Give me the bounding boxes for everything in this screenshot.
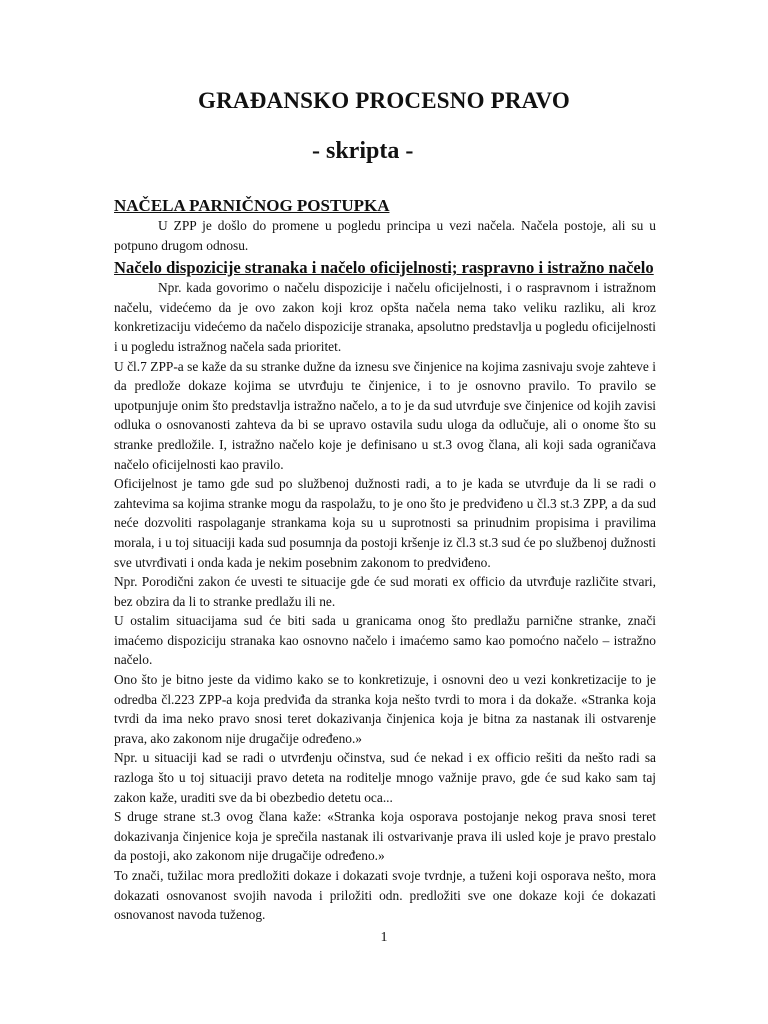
intro-paragraph: U ZPP je došlo do promene u pogledu principa u vezi načela. Načela postoje, ali su u potpuno drugom odnosu. [114, 218, 656, 253]
paragraph: U ostalim situacijama sud će biti sada u granicama onog što predlažu parnične stranke, znači imaćemo dispoziciju stranaka kao osnovno načelo i imaćemo samo kao pomoćno načelo – istražno načelo. [114, 613, 656, 668]
document-body [114, 196, 656, 925]
paragraph: Npr. kada govorimo o načelu dispozicije i načelu oficijelnosti, i o raspravnom i istražnom načelu, videćemo da je ovo zakon koji kroz opšta načela nema tako veliku razliku, ali kroz konkretizaciju videćemo da načelo dispozicije stranaka, apsolutno predstavlja u pogledu oficijelnosti i u pogledu istražnog načela sada prioritet. [114, 280, 656, 354]
paragraph: Ono što je bitno jeste da vidimo kako se to konkretizuje, i osnovni deo u vezi konkretizacije to je odredba čl.223 ZPP-a koja predviđa da stranka koja nešto tvrdi to mora i da dokaže. «Stranka koja tvrdi da ima neko pravo snosi teret dokazivanja činjenica koja je bitna za nastanak ili ostvarenje prava, ako zakonom nije drugačije određeno.» [114, 672, 656, 746]
paragraph: Oficijelnost je tamo gde sud po službenoj dužnosti radi, a to je kada se utvrđuje da li se radi o zahtevima sa kojima stranke mogu da raspolažu, to je ono što je predviđeno u čl.3 st.3 ZPP, a da sud neće dozvoliti raspolaganje strankama koja su u suprotnosti sa prinudnim propisima i pravilima morala, i u toj situaciji kada sud posumnja da postoji kršenje iz čl.3 st.3 sud će po službenoj dužnosti sve utvrđivati i onda kada je nekim posebnim zakonom to predviđeno. [114, 476, 656, 570]
document-title: GRAĐANSKO PROCESNO PRAVO [198, 88, 570, 113]
paragraph: S druge strane st.3 ovog člana kaže: «Stranka koja osporava postojanje nekog prava snosi teret dokazivanja činjenice koja je sprečila nastanak ili ostvarivanje prava ili usled koje je pravo prestalo da postoji, ako zakonom nije drugačije određeno.» [114, 809, 656, 864]
subsection-heading: Načelo dispozicije stranaka i načelo oficijelnosti; raspravno i istražno načelo [114, 258, 654, 278]
page-number: 1 [380, 930, 388, 945]
paragraph: U čl.7 ZPP-a se kaže da su stranke dužne da iznesu sve činjenice na kojima zasnivaju svoje zahteve i da predlože dokaze kojima se utvrđuju te činjenice, i to je osnovno pravilo. To pravilo se upotpunjuje onim što predstavlja istražno načelo, a to je da sud utvrđuje sve činjenice od kojih zavisi odluka o osnovanosti zahteva da bi se upravo ostavila sudu uloga da odlučuje, ali o onome što su stranke predložile. I, istražno načelo koje je definisano u st.3 ovog člana, ali koji sada ograničava načelo oficijelnosti kao pravilo. [114, 358, 656, 472]
section-heading: NAČELA PARNIČNOG POSTUPKA [114, 196, 390, 215]
document-subtitle: - skripta - [312, 138, 414, 164]
paragraph: To znači, tužilac mora predložiti dokaze i dokazati svoje tvrdnje, a tuženi koji osporava nešto, mora dokazati osnovanost svojih navoda i priložiti odn. predložiti sve one dokaze koji će dokazati osnovanost navoda tuženog. [114, 868, 656, 923]
paragraph: Npr. Porodični zakon će uvesti te situacije gde će sud morati ex officio da utvrđuje različite stvari, bez obzira da li to stranke predlažu ili ne. [114, 574, 656, 609]
paragraph: Npr. u situaciji kad se radi o utvrđenju očinstva, sud će nekad i ex officio rešiti da nešto radi sa razloga što u toj situaciji pravo deteta na roditelje mnogo važnije pravo, gde će sud kako sam taj zakon kaže, uraditi sve da bi obezbedio detetu oca... [114, 750, 656, 805]
